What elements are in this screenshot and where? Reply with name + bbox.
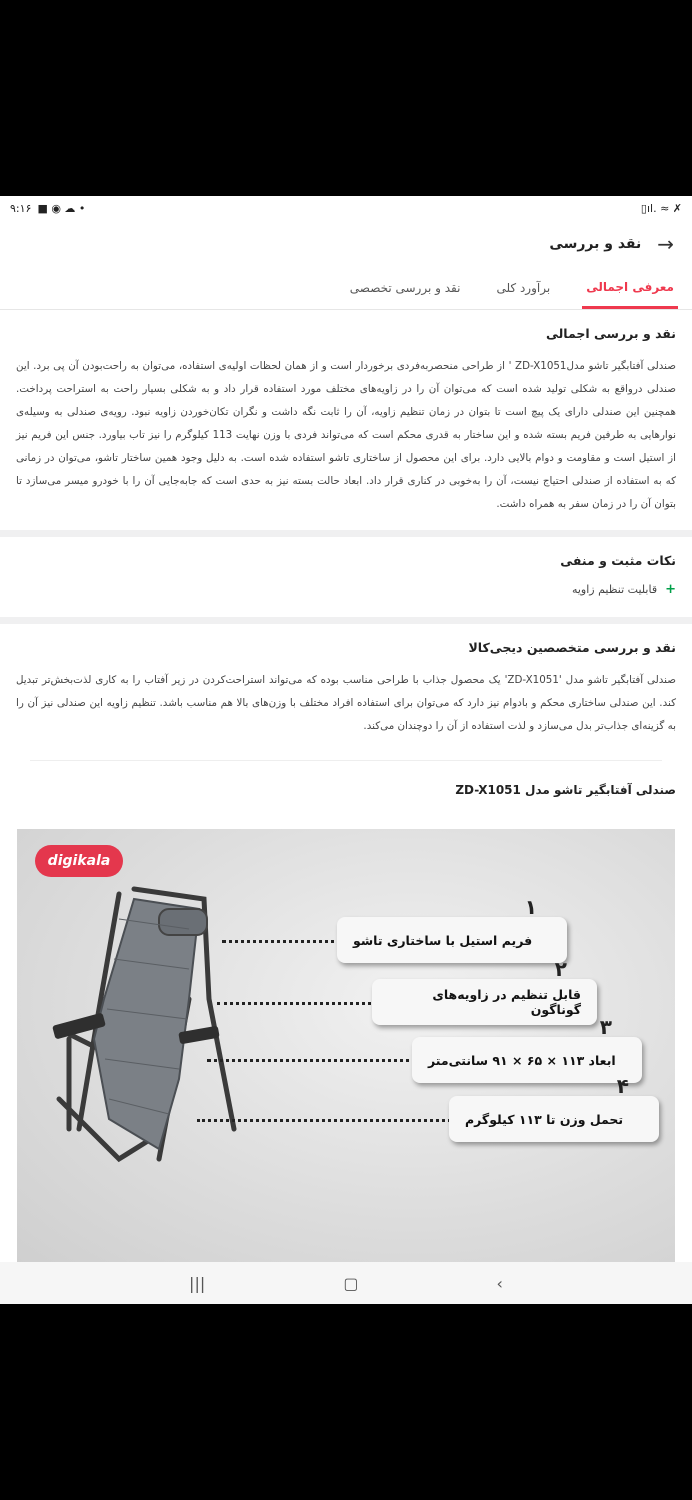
feature-number: ۲: [554, 957, 567, 981]
recents-icon[interactable]: |||: [189, 1273, 206, 1293]
overview-heading: نقد و بررسی اجمالی: [545, 326, 676, 341]
home-icon[interactable]: ▢: [343, 1273, 359, 1293]
feature-number: ۱: [524, 895, 537, 919]
product-image: [17, 829, 675, 1264]
status-bar: [0, 196, 692, 220]
tab-expert-review[interactable]: نقد و بررسی تخصصی: [349, 280, 461, 295]
tab-overview[interactable]: معرفی اجمالی: [582, 268, 678, 309]
overview-section: [0, 310, 692, 530]
expert-body: صندلی آفتابگیر تاشو مدل 'ZD-X1051' یک محصول جذاب با طراحی مناسب بوده که می‌تواند استراحت‌کردن در زیر آفتاب را به کاری لذت‌بخش‌تر تبدیل کند. این صندلی ساختاری محکم و بادوام نیز دارد که می‌توان برای استفاده افراد مختلف با وزن‌های بالا هم مناسب باشد. تنظیم زاویه این صندلی نیز آن را به گزینه‌ای جذاب‌تر بدل می‌سازد و لذت استفاده از آن را دوچندان می‌کند.: [16, 674, 676, 732]
feature-text: تحمل وزن تا ۱۱۳ کیلوگرم: [465, 1111, 624, 1127]
feature-text: فریم استیل با ساختاری تاشو: [353, 932, 533, 948]
section-separator: [0, 530, 692, 537]
expert-section: [0, 624, 692, 760]
back-nav-icon[interactable]: ‹: [496, 1273, 503, 1293]
plus-icon: +: [665, 582, 676, 597]
signal-wifi-icons: ▯ıl. ≈ ✗: [640, 201, 682, 215]
pro-item-label: قابلیت تنظیم زاویه: [571, 583, 658, 596]
page-header: [0, 220, 692, 268]
feature-card: [337, 895, 567, 963]
status-left: [10, 202, 85, 215]
connector-dots: [222, 940, 342, 943]
digikala-logo: digikala: [35, 845, 123, 877]
overview-body: صندلی آفتابگیر تاشو مدلZD-X1051 ' از طراحی منحصربه‌فردی برخوردار است و از همان لحظات اولیه‌ی استفاده، می‌توان به راحت‌بودن آن پی برد. این صندلی درواقع به شکلی تولید شده است که می‌توان آن را در زاویه‌های مختلف مورد استفاده قرار داد و به شکلی بسیار راحت به استراحت پرداخت. همچنین این صندلی دارای یک پیچ است تا بتوان در زمان تنظیم زاویه، آن را ثابت نگه داشت و نگران تکان‌خوردن زاویه نبود. رویه‌ی صندلی به وسیله‌ی نوارهایی به طرفین فریم بسته شده و این ساختار به قدری محکم است که می‌تواند فردی با وزن نهایت 113 کیلوگرم را نیز تاب بیاورد. جنس این فریم نیز از استیل است و مقاومت و دوام بالایی دارد. برای این محصول از ساختاری تاشو استفاده شده است. به دلیل وجود همین ساختار تاشو، می‌توان در زمانی که به استفاده از صندلی احتیاج نیست، آن را به‌خوبی در کناری قرار داد. ابعاد حالت بسته نیز به حدی است که جابه‌جایی آن را با خودرو میسر می‌سازد تا بتوان آن را در زمان سفر به همراه داشت.: [16, 360, 676, 510]
system-nav-bar: [0, 1262, 692, 1304]
status-time: ۹:۱۶: [10, 201, 32, 215]
expert-heading: نقد و بررسی متخصصین دیجی‌کالا: [468, 640, 676, 655]
feature-number: ۴: [616, 1074, 629, 1098]
status-right: [641, 202, 682, 215]
feature-text: ابعاد ۱۱۳ × ۶۵ × ۹۱ سانتی‌متر: [428, 1052, 616, 1068]
product-title: صندلی آفتابگیر تاشو مدل ZD-X1051: [455, 783, 676, 797]
pros-cons-section: [0, 537, 692, 617]
section-separator: [0, 617, 692, 624]
feature-number: ۳: [599, 1015, 612, 1039]
feature-text: قابل تنظیم در زاویه‌های گوناگون: [432, 987, 581, 1017]
pro-item: [16, 582, 676, 597]
feature-card: [449, 1074, 659, 1142]
connector-dots: [217, 1002, 377, 1005]
page-title: نقد و بررسی: [549, 236, 642, 252]
pros-cons-heading: نکات مثبت و منفی: [560, 553, 676, 568]
arrow-right-icon[interactable]: →: [657, 232, 674, 256]
notification-icons: ■ ◉ ☁ •: [37, 201, 86, 215]
connector-dots: [197, 1119, 457, 1122]
chair-illustration: [39, 879, 239, 1179]
tab-summary[interactable]: برآورد کلی: [496, 280, 551, 295]
app-screen: [0, 196, 692, 1304]
connector-dots: [207, 1059, 417, 1062]
feature-card: [412, 1015, 642, 1083]
feature-card: [372, 957, 597, 1025]
tab-bar: [0, 268, 692, 310]
